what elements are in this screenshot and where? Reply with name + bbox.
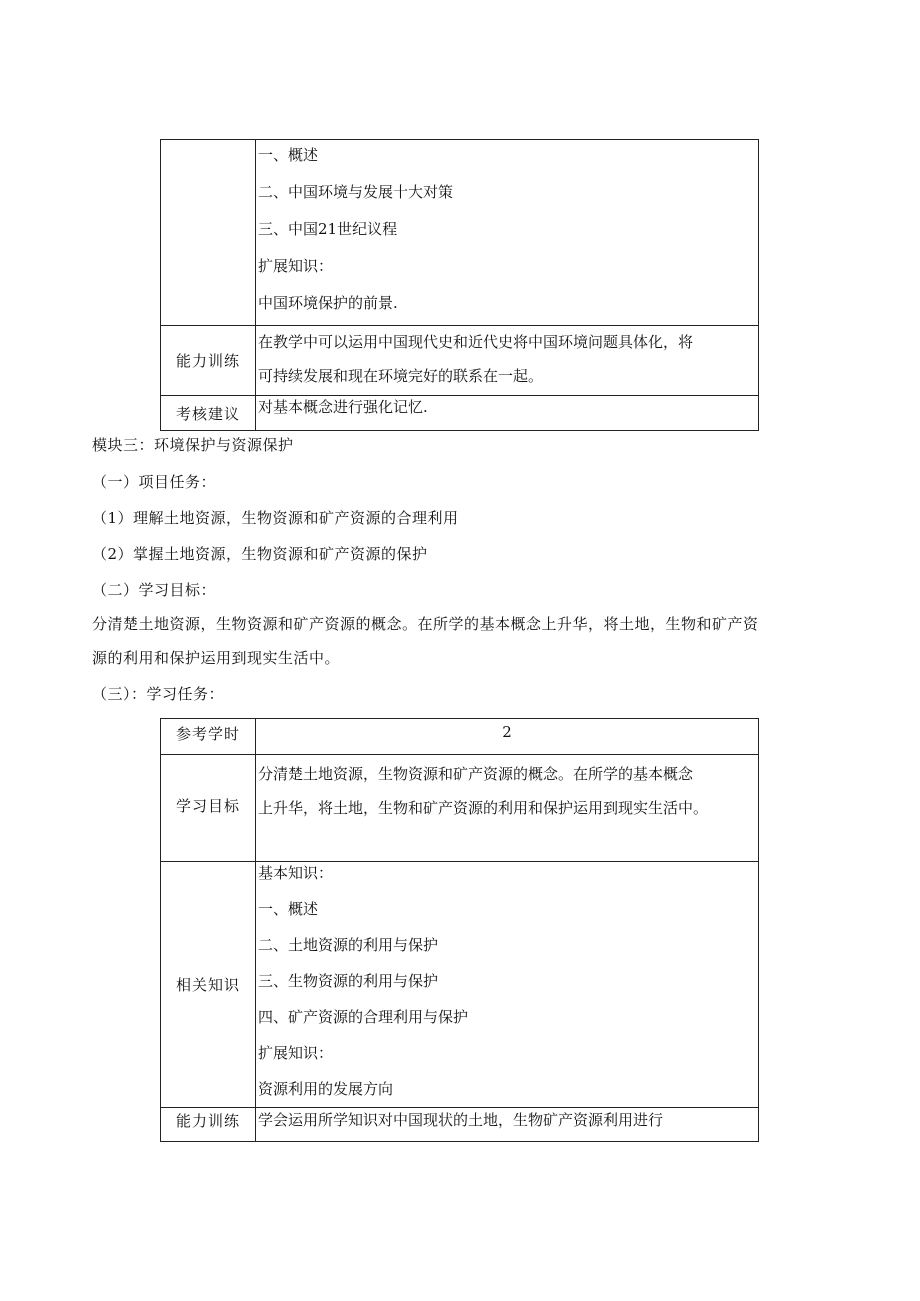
table-row [161, 326, 759, 396]
content-line: 在教学中可以运用中国现代史和近代史将中国环境问题具体化，将 [258, 332, 694, 351]
goal-text-line: 分清楚土地资源，生物资源和矿产资源的概念。在所学的基本概念上升华，将土地，生物和矿产资 [92, 615, 759, 633]
goal-label: 学习目标 [161, 755, 256, 862]
content-line: 一、概述 [258, 146, 319, 164]
row-label: 考核建议 [161, 396, 256, 431]
table-row [161, 396, 759, 431]
row-content [256, 140, 759, 326]
content-line: 对基本概念进行强化记忆. [258, 398, 428, 416]
row-content [256, 326, 759, 396]
content-line: 扩展知识： [258, 1044, 334, 1062]
content-line: 扩展知识： [258, 257, 334, 275]
row-label: 能力训练 [161, 326, 256, 396]
content-line: 三、中国21世纪议程 [258, 220, 398, 238]
learning-heading: （三）：学习任务： [92, 685, 225, 703]
training-content [256, 1108, 759, 1142]
content-line: 基本知识： [258, 864, 334, 882]
table-row [161, 140, 759, 326]
content-line: 分清楚土地资源，生物资源和矿产资源的概念。在所学的基本概念 [258, 765, 694, 783]
content-line: 二、土地资源的利用与保护 [258, 936, 439, 954]
course-table-1 [160, 139, 759, 431]
content-line: 中国环境保护的前景. [258, 294, 398, 312]
table-row [161, 755, 759, 862]
training-label: 能力训练 [161, 1108, 256, 1142]
content-line: 可持续发展和现在环境完好的联系在一起。 [258, 366, 544, 385]
hours-value: 2 [256, 719, 759, 755]
content-line: 三、生物资源的利用与保护 [258, 972, 439, 990]
content-line: 四、矿产资源的合理利用与保护 [258, 1008, 469, 1026]
row-content [256, 396, 759, 431]
course-table-2 [160, 718, 759, 1142]
table-row [161, 1108, 759, 1142]
row-label [161, 140, 256, 326]
table-row [161, 862, 759, 1108]
goal-content [256, 755, 759, 862]
goal-text-line: 源的利用和保护运用到现实生活中。 [92, 649, 341, 667]
content-line: 资源利用的发展方向 [258, 1080, 394, 1098]
goal-heading: （二）学习目标： [92, 581, 217, 599]
knowledge-label: 相关知识 [161, 862, 256, 1108]
task-heading: （一）项目任务： [92, 473, 217, 491]
hours-label: 参考学时 [161, 719, 256, 755]
task-item: （1）理解土地资源，生物资源和矿产资源的合理利用 [92, 509, 459, 527]
content-line: 一、概述 [258, 900, 319, 918]
table-row [161, 719, 759, 755]
knowledge-content [256, 862, 759, 1108]
content-line: 上升华，将土地，生物和矿产资源的利用和保护运用到现实生活中。 [258, 799, 709, 817]
content-line: 二、中国环境与发展十大对策 [258, 183, 454, 201]
task-item: （2）掌握土地资源，生物资源和矿产资源的保护 [92, 545, 428, 563]
module-heading: 模块三：环境保护与资源保护 [92, 436, 294, 454]
content-line: 学会运用所学知识对中国现状的土地，生物矿产资源利用进行 [258, 1111, 664, 1129]
